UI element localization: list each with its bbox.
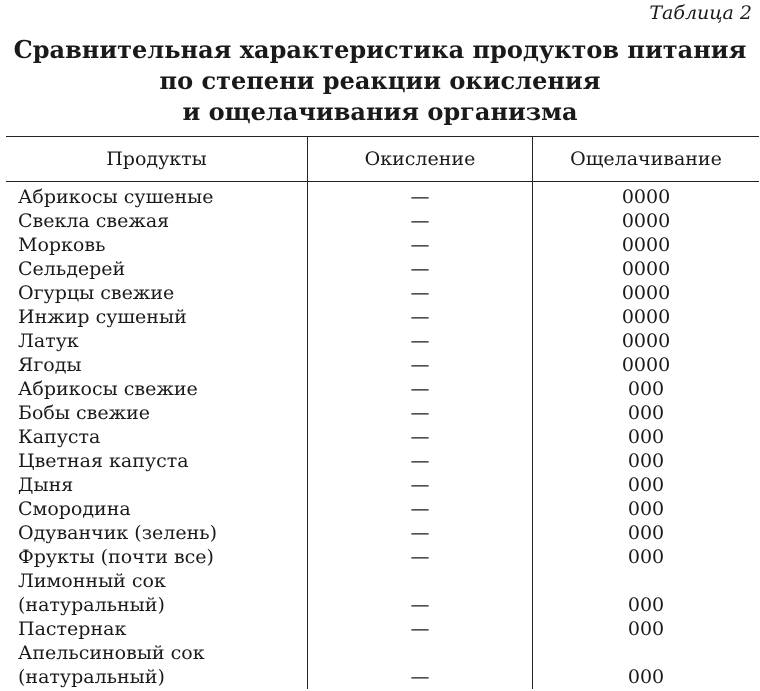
product-cell: Абрикосы сушеные <box>6 182 308 210</box>
product-cell: Инжир сушеный <box>6 305 308 329</box>
oxidation-cell: — <box>308 449 533 473</box>
oxidation-cell: — <box>308 209 533 233</box>
oxidation-cell <box>308 569 533 593</box>
oxidation-cell: — <box>308 473 533 497</box>
alkalizing-cell: 000 <box>627 378 665 400</box>
product-cell: Фрукты (почти все) <box>6 545 308 569</box>
alkalizing-cell: 000 <box>627 546 665 568</box>
title-line: Сравнительная характеристика продуктов питания <box>13 35 747 64</box>
table-row <box>6 425 759 449</box>
table-row <box>6 665 759 689</box>
product-cell: Огурцы свежие <box>6 281 308 305</box>
header-oxidation: Окисление <box>308 137 533 182</box>
table-row <box>6 182 759 210</box>
product-cell: Пастернак <box>6 617 308 641</box>
alkalizing-cell: 000 <box>627 666 665 688</box>
alkalizing-cell: 0000 <box>621 282 671 304</box>
oxidation-cell: — <box>308 617 533 641</box>
product-cell: Апельсиновый сок <box>6 641 308 665</box>
oxidation-cell: — <box>308 665 533 689</box>
product-cell: Капуста <box>6 425 308 449</box>
title-line: по степени реакции окисления <box>159 66 601 95</box>
alkalizing-cell: 000 <box>627 522 665 544</box>
table-row <box>6 449 759 473</box>
comparison-table <box>6 136 759 689</box>
oxidation-cell: — <box>308 593 533 617</box>
header-products: Продукты <box>6 137 308 182</box>
alkalizing-cell <box>533 569 760 593</box>
oxidation-cell: — <box>308 401 533 425</box>
table-title <box>0 34 760 127</box>
product-cell: Латук <box>6 329 308 353</box>
table-row <box>6 617 759 641</box>
table-row <box>6 329 759 353</box>
product-cell: Сельдерей <box>6 257 308 281</box>
product-cell: Цветная капуста <box>6 449 308 473</box>
alkalizing-cell: 0000 <box>621 306 671 328</box>
product-cell: (натуральный) <box>6 665 308 689</box>
oxidation-cell: — <box>308 497 533 521</box>
table-row <box>6 497 759 521</box>
oxidation-cell: — <box>308 233 533 257</box>
alkalizing-cell: 000 <box>627 498 665 520</box>
alkalizing-cell: 000 <box>627 426 665 448</box>
table-row <box>6 521 759 545</box>
table-row <box>6 233 759 257</box>
table-row <box>6 305 759 329</box>
product-cell: Дыня <box>6 473 308 497</box>
product-cell: Морковь <box>6 233 308 257</box>
alkalizing-cell: 000 <box>627 618 665 640</box>
alkalizing-cell: 000 <box>627 402 665 424</box>
product-cell: Смородина <box>6 497 308 521</box>
product-cell: Лимонный сок <box>6 569 308 593</box>
product-cell: Абрикосы свежие <box>6 377 308 401</box>
alkalizing-cell <box>533 641 760 665</box>
product-cell: (натуральный) <box>6 593 308 617</box>
oxidation-cell: — <box>308 521 533 545</box>
alkalizing-cell: 0000 <box>621 354 671 376</box>
table-row <box>6 545 759 569</box>
table-row <box>6 377 759 401</box>
oxidation-cell: — <box>308 329 533 353</box>
oxidation-cell: — <box>308 281 533 305</box>
table-row <box>6 353 759 377</box>
alkalizing-cell: 0000 <box>621 234 671 256</box>
table-row <box>6 569 759 593</box>
table-row <box>6 473 759 497</box>
table-row <box>6 641 759 665</box>
title-line: и ощелачивания организма <box>182 97 578 126</box>
oxidation-cell: — <box>308 425 533 449</box>
oxidation-cell <box>308 641 533 665</box>
product-cell: Свекла свежая <box>6 209 308 233</box>
oxidation-cell: — <box>308 257 533 281</box>
oxidation-cell: — <box>308 182 533 210</box>
oxidation-cell: — <box>308 305 533 329</box>
alkalizing-cell: 000 <box>627 594 665 616</box>
table-row <box>6 209 759 233</box>
table-row <box>6 257 759 281</box>
alkalizing-cell: 000 <box>627 450 665 472</box>
header-row <box>6 137 759 182</box>
product-cell: Одуванчик (зелень) <box>6 521 308 545</box>
table-row <box>6 593 759 617</box>
table-row <box>6 401 759 425</box>
table-label: Таблица 2 <box>649 2 752 24</box>
table-row <box>6 281 759 305</box>
oxidation-cell: — <box>308 545 533 569</box>
product-cell: Бобы свежие <box>6 401 308 425</box>
product-cell: Ягоды <box>6 353 308 377</box>
alkalizing-cell: 0000 <box>621 186 671 208</box>
alkalizing-cell: 0000 <box>621 258 671 280</box>
header-alkalizing: Ощелачивание <box>533 137 760 182</box>
oxidation-cell: — <box>308 353 533 377</box>
alkalizing-cell: 000 <box>627 474 665 496</box>
oxidation-cell: — <box>308 377 533 401</box>
alkalizing-cell: 0000 <box>621 210 671 232</box>
alkalizing-cell: 0000 <box>621 330 671 352</box>
